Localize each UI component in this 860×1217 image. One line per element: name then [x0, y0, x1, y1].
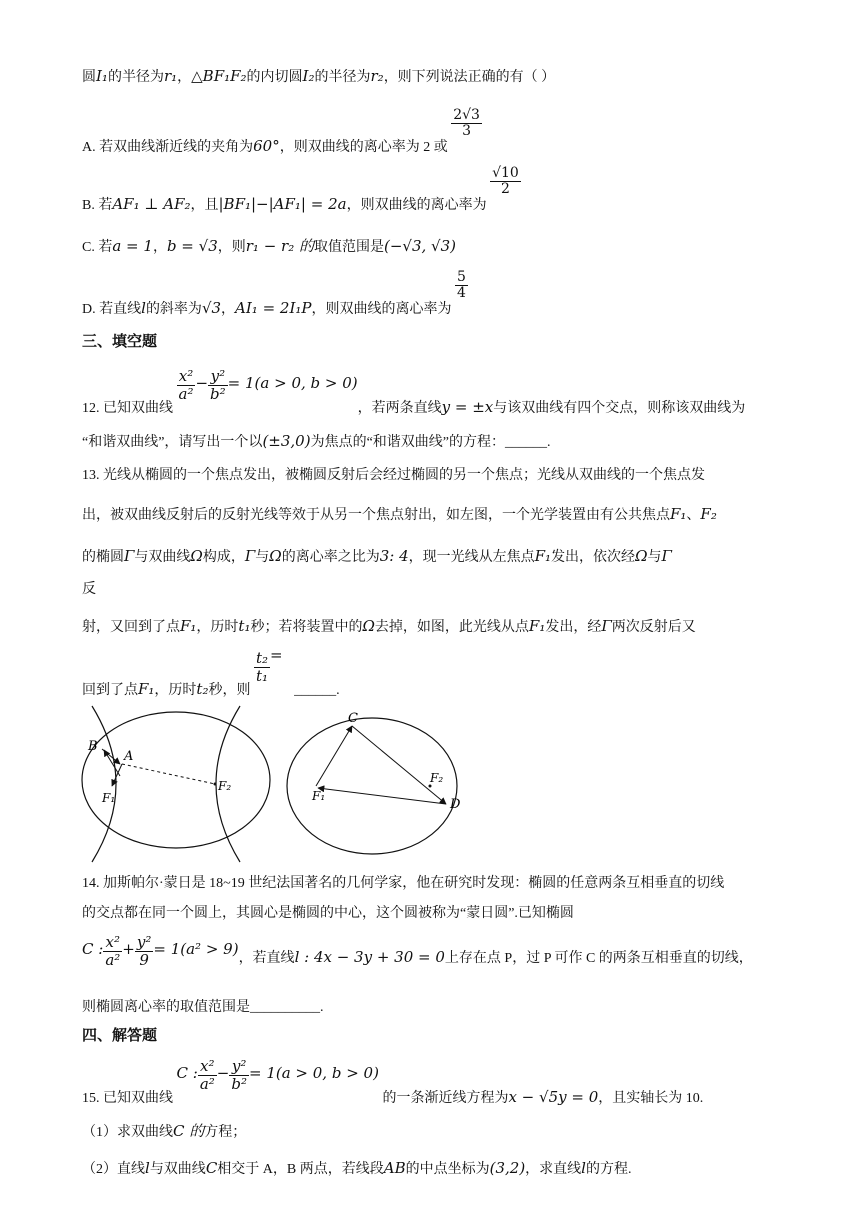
text: 12. 已知双曲线	[82, 401, 173, 417]
math-midpoint: (3,2)	[489, 1159, 526, 1177]
focus-f2-point	[214, 783, 217, 786]
math-F1: F₁	[670, 505, 687, 523]
math-triangle: △BF₁F₂	[191, 67, 247, 85]
label-b: B	[88, 739, 98, 754]
math-range: (−√3, √3)	[384, 237, 457, 255]
math-condition: = 1(a > 0, b > 0)	[227, 374, 358, 393]
ray-f1-c	[316, 726, 352, 786]
math-F1: F₁	[534, 547, 552, 565]
q12-line2	[82, 431, 551, 451]
math-l: l	[141, 299, 146, 318]
math-c: C :	[176, 1064, 198, 1083]
text: 为焦点的“和谐双曲线”的方程：______.	[310, 435, 551, 450]
math-r1: r₁	[163, 67, 178, 85]
text: D. 若直线	[82, 302, 142, 318]
figure-optics	[80, 704, 470, 864]
text: ，则双曲线的离心率为	[346, 198, 487, 214]
q15-line1: 15. 已知双曲线 C : $\frac{\text{x²}}{\text{a²}}$ − $\frac{\text{y²}}{\text{b²}}$ = 1(a > 0, b > 0) 的一条渐近线方程为x − √5y = 0，且实轴长为 10.	[82, 1057, 704, 1107]
q15-part2: （2）直线l与双曲线C相交于 A，B 两点，若线段AB的中点坐标为(3,2)，求直线l的方程.	[82, 1159, 632, 1177]
math-I1: I₁	[96, 67, 108, 85]
text: ，则	[217, 240, 246, 255]
math-equation: AI₁ = 2I₁P	[235, 299, 312, 318]
fraction-x2-a2: $\frac{\text{x²}}{\text{a²}}$	[178, 367, 194, 403]
q14-line3: C : $\frac{\text{x²}}{\text{a²}}$ + $\frac{\text{y²}}{9}$ = 1(a² > 9)，若直线l : 4x − 3y + 30 = 0上存在点 P，过 P 可作 C 的两条互相垂直的切线，	[82, 933, 753, 969]
section-heading-fill-in: 三、填空题	[82, 332, 158, 350]
label-f2-right: F₂	[430, 771, 444, 785]
math-t2: t₂	[196, 680, 209, 699]
fraction-5-over-4: $\frac{5}{4}$	[457, 269, 466, 302]
text: ，	[152, 240, 167, 255]
option-b	[82, 165, 521, 214]
math-omega: Ω	[269, 547, 282, 565]
section-heading-answer: 四、解答题	[82, 1026, 158, 1044]
text: 与该双曲线有四个交点，则称该双曲线为	[493, 401, 746, 417]
text: “和谐双曲线”，请写出一个以	[82, 435, 263, 450]
q14-line2: 的交点都在同一个圆上，其圆心是椭圆的中心，这个圆被称为“蒙日圆”.已知椭圆	[82, 906, 574, 921]
math-t1: t₁	[238, 617, 251, 635]
math-l: l	[145, 1159, 150, 1177]
text: ，则双曲线的离心率为	[311, 302, 452, 318]
math-gamma: Γ	[661, 547, 672, 565]
math-a: a = 1	[112, 237, 153, 255]
label-f2: F₂	[218, 779, 232, 793]
math-gamma: Γ	[124, 547, 135, 565]
ray-a-f1	[112, 764, 122, 786]
math-c: C	[205, 1159, 218, 1177]
fraction-2sqrt3-over-3: $\frac{2√3}{3}$	[453, 107, 480, 140]
math-focus: (±3,0)	[262, 432, 311, 450]
math-F1: F₁	[138, 680, 155, 699]
text: ，则下列说法正确的有（ ）	[383, 70, 556, 85]
label-c: C	[348, 711, 358, 726]
fraction-y2-9: $\frac{\text{y²}}{9}$	[136, 933, 152, 969]
fraction-t2-t1: $\frac{\text{t₂}}{\text{t₁}}$	[255, 649, 269, 685]
math-omega: Ω	[190, 547, 203, 565]
q13-line3: 的椭圆Γ与双曲线Ω构成，Γ与Ω的离心率之比为3: 4，现一光线从左焦点F₁发出，依次经Ω与Γ	[82, 547, 672, 565]
option-d	[82, 269, 468, 318]
math-F1: F₁	[180, 617, 197, 635]
text: 的内切圆	[246, 70, 303, 85]
text: ，	[221, 302, 236, 318]
math-asymptote: x − √5y = 0	[508, 1088, 599, 1107]
math-c: C :	[82, 940, 104, 959]
ellipse-left	[82, 712, 270, 848]
math-gamma: Γ	[244, 547, 256, 565]
ray-d-f1	[318, 788, 446, 804]
text: 的斜率为	[145, 302, 202, 318]
math-omega: Ω	[362, 617, 375, 635]
fraction-y2-b2: $\frac{\text{y²}}{\text{b²}}$	[231, 1057, 247, 1093]
math-perpendicular: AF₁ ⊥ AF₂	[112, 195, 191, 214]
math-condition: = 1(a² > 9)	[153, 940, 239, 959]
q15-part1: （1）求双曲线C 的方程；	[82, 1122, 247, 1140]
q11-intro-line	[82, 66, 555, 86]
math-equation: |BF₁|−|AF₁| = 2a	[218, 195, 347, 214]
text: B. 若	[82, 198, 113, 214]
math-lines: y = ±x	[441, 398, 494, 417]
option-a	[82, 107, 482, 156]
math-omega: Ω	[635, 547, 648, 565]
q14-line4: 则椭圆离心率的取值范围是__________.	[82, 1000, 324, 1015]
math-F2: F₂	[700, 505, 717, 523]
text: 取值范围是	[314, 240, 384, 255]
math-ratio: 3: 4	[379, 547, 409, 565]
label-a: A	[124, 749, 134, 764]
math-F1: F₁	[528, 617, 546, 635]
q13-line6: 回到了点F₁，历时t₂秒，则 $\frac{\text{t₂}}{\text{t₁}}$ = ______.	[82, 646, 340, 699]
q13-line2: 出，被双曲线反射后的反射光线等效于从另一个焦点射出，如左图，一个光学装置由有公共焦点F₁、F₂	[82, 505, 717, 523]
math-difference: r₁ − r₂ 的	[245, 237, 314, 255]
math-b: b = √3	[166, 237, 218, 255]
math-I2: I₂	[302, 67, 315, 85]
fraction-x2-a2: $\frac{\text{x²}}{\text{a²}}$	[199, 1057, 215, 1093]
text: 圆	[82, 70, 96, 85]
label-d: D	[450, 797, 461, 812]
q13-line1: 13. 光线从椭圆的一个焦点发出，被椭圆反射后会经过椭圆的另一个焦点；光线从双曲线的一个焦点发	[82, 468, 705, 483]
math-condition: = 1(a > 0, b > 0)	[248, 1064, 379, 1083]
fraction-y2-b2: $\frac{\text{y²}}{\text{b²}}$	[210, 367, 226, 403]
text: ，则双曲线的离心率为 2 或	[279, 140, 448, 156]
math-slope: √3	[201, 299, 222, 318]
math-l: l	[581, 1159, 586, 1177]
label-f1: F₁	[102, 791, 116, 805]
text: C. 若	[82, 240, 113, 255]
math-c: C 的	[173, 1122, 205, 1140]
text: 的半径为	[107, 70, 164, 85]
math-gamma: Γ	[601, 617, 612, 635]
text: ，且	[190, 198, 219, 214]
option-c	[82, 235, 456, 256]
math-r2: r₂	[370, 67, 384, 85]
label-f1-right: F₁	[312, 789, 326, 803]
fraction-x2-a2: $\frac{\text{x²}}{\text{a²}}$	[105, 933, 121, 969]
q12-line1: 12. 已知双曲线 $\frac{\text{x²}}{\text{a²}}$ − $\frac{\text{y²}}{\text{b²}}$ = 1(a > 0, b > 0)，若两条直线y = ±x与该双曲线有四个交点，则称该双曲线为	[82, 367, 746, 417]
q13-line5: 射，又回到了点F₁，历时t₁秒；若将装置中的Ω去掉，如图，此光线从点F₁发出，经Γ两次反射后又	[82, 617, 696, 635]
q14-line1: 14. 加斯帕尔·蒙日是 18~19 世纪法国著名的几何学家，他在研究时发现：椭圆的任意两条互相垂直的切线	[82, 876, 725, 891]
dashed-ray	[122, 764, 215, 784]
fraction-sqrt10-over-2: $\frac{√10}{2}$	[492, 165, 519, 198]
text: ，	[177, 70, 192, 85]
math-angle: 60°	[253, 137, 280, 156]
text: 的半径为	[314, 70, 371, 85]
q13-line4: 反	[82, 582, 96, 597]
math-ab: AB	[383, 1159, 406, 1177]
text: ，若两条直线	[357, 401, 442, 417]
text: A. 若双曲线渐近线的夹角为	[82, 140, 254, 156]
math-line: l : 4x − 3y + 30 = 0	[294, 948, 445, 967]
